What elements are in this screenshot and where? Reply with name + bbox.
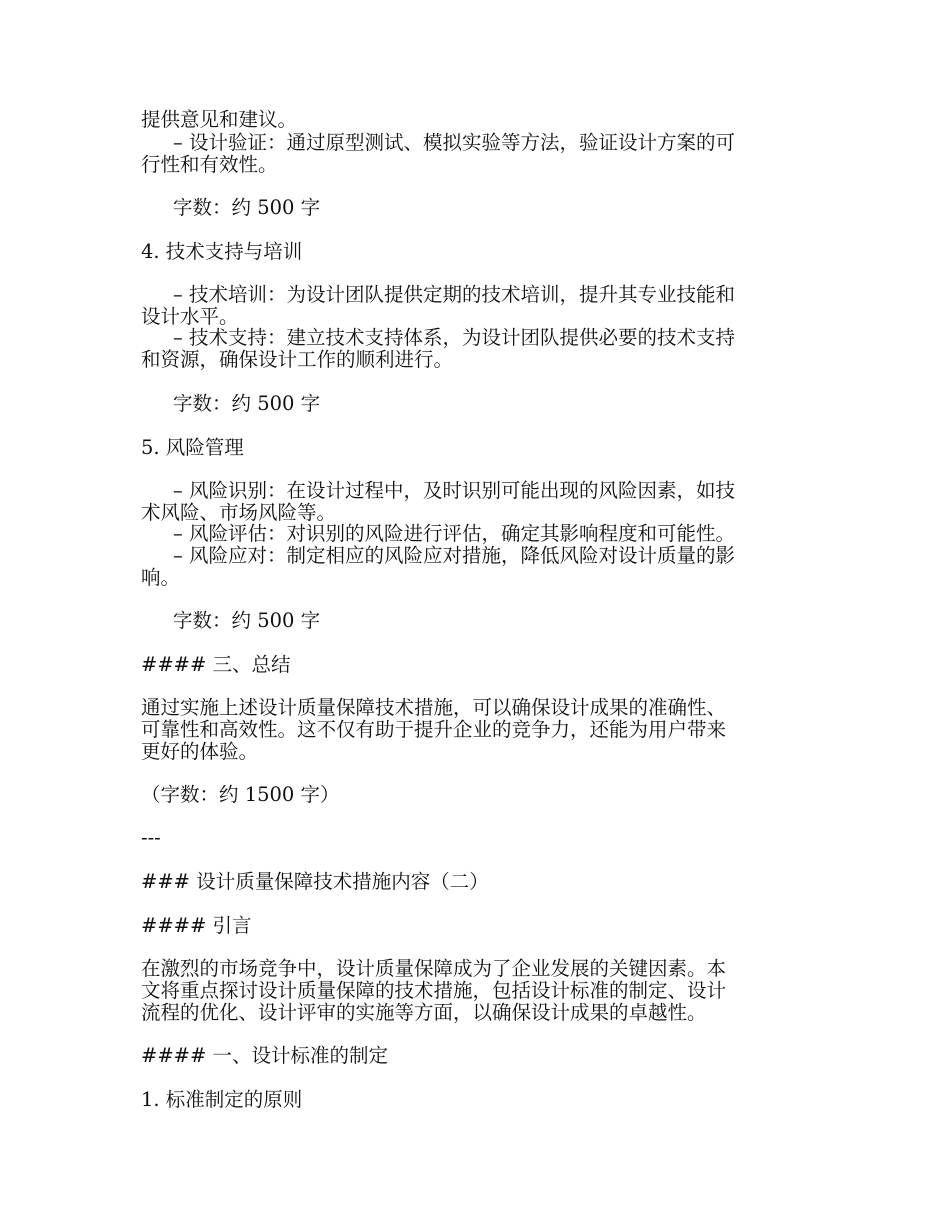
section-heading: 4. 技术支持与培训: [141, 240, 303, 263]
text-line: 提供意见和建议。: [141, 108, 298, 131]
bullet-line: – 风险识别：在设计过程中，及时识别可能出现的风险因素，如技: [173, 479, 735, 502]
section-heading: 1. 标准制定的原则: [141, 1088, 303, 1111]
text-line: 响。: [141, 566, 181, 589]
text-line: 术风险、市场风险等。: [141, 501, 337, 524]
bullet-line: – 风险评估：对识别的风险进行评估，确定其影响程度和可能性。: [173, 522, 735, 545]
bullet-line: – 技术培训：为设计团队提供定期的技术培训，提升其专业技能和: [173, 283, 735, 306]
text-line: 和资源，确保设计工作的顺利进行。: [141, 348, 454, 371]
text-line: 行性和有效性。: [141, 153, 278, 176]
document-title: ### 设计质量保障技术措施内容（二）: [141, 870, 489, 893]
bullet-line: – 技术支持：建立技术支持体系，为设计团队提供必要的技术支持: [173, 326, 735, 349]
bullet-line: – 设计验证：通过原型测试、模拟实验等方法，验证设计方案的可: [173, 131, 735, 154]
word-count: 字数：约 500 字: [173, 392, 321, 415]
paragraph-line: 文将重点探讨设计质量保障的技术措施，包括设计标准的制定、设计: [141, 979, 727, 1002]
word-count: 字数：约 500 字: [173, 609, 321, 632]
paragraph-line: 流程的优化、设计评审的实施等方面，以确保设计成果的卓越性。: [141, 1001, 707, 1024]
section-heading: #### 三、总结: [141, 653, 291, 676]
paragraph-line: 通过实施上述设计质量保障技术措施，可以确保设计成果的准确性、: [141, 696, 727, 719]
word-count: 字数：约 500 字: [173, 196, 321, 219]
bullet-line: – 风险应对：制定相应的风险应对措施，降低风险对设计质量的影: [173, 544, 735, 567]
section-heading: #### 引言: [141, 914, 252, 937]
paragraph-line: 可靠性和高效性。这不仅有助于提升企业的竞争力，还能为用户带来: [141, 718, 727, 741]
section-heading: 5. 风险管理: [141, 436, 244, 459]
paragraph-line: 在激烈的市场竞争中，设计质量保障成为了企业发展的关键因素。本: [141, 957, 727, 980]
word-count: （字数：约 1500 字）: [141, 783, 340, 806]
paragraph-line: 更好的体验。: [141, 740, 259, 763]
horizontal-rule: ---: [141, 826, 161, 849]
text-line: 设计水平。: [141, 305, 239, 328]
section-heading: #### 一、设计标准的制定: [141, 1044, 389, 1067]
